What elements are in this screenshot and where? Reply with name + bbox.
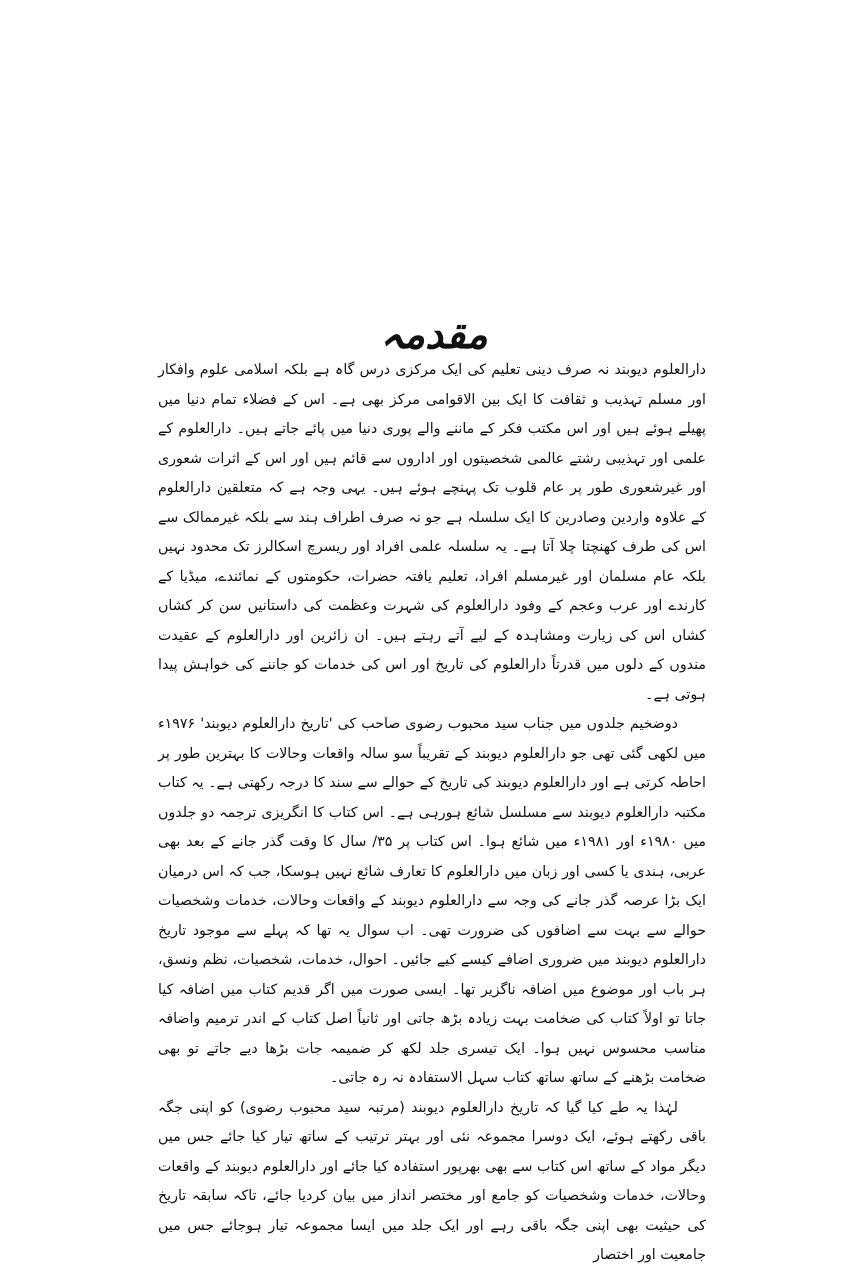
paragraph-3: لہٰذا یہ طے کیا گیا کہ تاریخ دارالعلوم دیوبند (مرتبہ سید محبوب رضوی) کو اپنی جگہ باقی رکھتے ہوئے، ایک دوسرا مجموعہ نئی اور بہتر ترتیب کے ساتھ تیار کیا جائے جس میں دیگر مواد کے ساتھ اس کتاب سے بھی بھرپور استفادہ کیا جائے اور دارالعلوم دیوبند کے واقعات وحالات، خدمات وشخصیات کو جامع اور مختصر انداز میں بیان کردیا جائے، تاکہ سابقہ تاریخ کی حیثیت بھی اپنی جگہ باقی رہے اور ایک جلد میں ایسا مجموعہ تیار ہوجائے جس میں جامعیت اور اختصار — [158, 1099, 706, 1263]
body-text — [158, 356, 706, 1271]
paragraph-1: دارالعلوم دیوبند نہ صرف دینی تعلیم کی ایک مرکزی درس گاہ ہے بلکہ اسلامی علوم وافکار اور مسلم تہذیب و ثقافت کا ایک بین الاقوامی مرکز بھی ہے۔ اس کے فضلاء تمام دنیا میں پھیلے ہوئے ہیں اور اس مکتب فکر کے ماننے والے پوری دنیا میں پائے جاتے ہیں۔ دارالعلوم کے علمی اور تہذیبی رشتے عالمی شخصیتوں اور اداروں سے قائم ہیں اور اس کے اثرات شعوری اور غیرشعوری طور پر عام قلوب تک پہنچے ہوئے ہیں۔ یہی وجہ ہے کہ متعلقین دارالعلوم کے علاوہ واردین وصادرین کا ایک سلسلہ ہے جو نہ صرف اطراف ہند سے بلکہ غیرممالک سے اس کی طرف کھنچتا چلا آتا ہے۔ یہ سلسلہ علمی افراد اور ریسرچ اسکالرز تک محدود نہیں بلکہ عام مسلمان اور غیرمسلم افراد، تعلیم یافتہ حضرات، حکومتوں کے نمائندے، میڈیا کے کارندے اور عرب وعجم کے وفود دارالعلوم کی شہرت وعظمت کی داستانیں سن کر کشاں کشاں اس کی زیارت ومشاہدہ کے لیے آتے رہتے ہیں۔ ان زائرین اور دارالعلوم کے عقیدت مندوں کے دلوں میں قدرتاً دارالعلوم کی تاریخ اور اس کی خدمات کو جاننے کی خواہش پیدا ہوتی ہے۔ — [158, 362, 706, 703]
chapter-title: مقدمہ — [380, 310, 488, 358]
paragraph-2: دوضخیم جلدوں میں جناب سید محبوب رضوی صاحب کی 'تاریخ دارالعلوم دیوبند' ۱۹۷۶ء میں لکھی گئی تھی جو دارالعلوم دیوبند کے تقریباً سو سالہ واقعات وحالات کا بہترین طور پر احاطہ کرتی ہے اور دارالعلوم دیوبند کی تاریخ کے حوالے سے سند کا درجہ رکھتی ہے۔ یہ کتاب مکتبہ دارالعلوم دیوبند سے مسلسل شائع ہورہی ہے۔ اس کتاب کا انگریزی ترجمہ دو جلدوں میں ۱۹۸۰ء اور ۱۹۸۱ء میں شائع ہوا۔ اس کتاب پر ۳۵/ سال کا وقت گذر جانے کے بعد بھی عربی، ہندی یا کسی اور زبان میں دارالعلوم کا تعارف شائع نہیں ہوسکا، جب کہ اس درمیان ایک بڑا عرصہ گذر جانے کی وجہ سے دارالعلوم دیوبند کے واقعات وحالات، خدمات وشخصیات حوالے سے بہت سے اضافوں کی ضرورت تھی۔ اب سوال یہ تھا کہ پہلے سے موجود تاریخ دارالعلوم دیوبند میں ضروری اضافے کیسے کیے جائیں۔ احوال، خدمات، شخصیات، نظم ونسق، ہر باب اور موضوع میں اضافہ ناگزیر تھا۔ ایسی صورت میں اگر قدیم کتاب میں اضافہ کیا جاتا تو اولاً کتاب کی ضخامت بہت زیادہ بڑھ جاتی اور ثانیاً اصل کتاب کے اندر ترمیم واضافہ مناسب محسوس نہیں ہوا۔ ایک تیسری جلد لکھ کر ضمیمہ جات بڑھا دیے جاتے تو بھی ضخامت بڑھنے کے ساتھ ساتھ کتاب سہل الاستفادہ نہ رہ جاتی۔ — [158, 716, 706, 1086]
